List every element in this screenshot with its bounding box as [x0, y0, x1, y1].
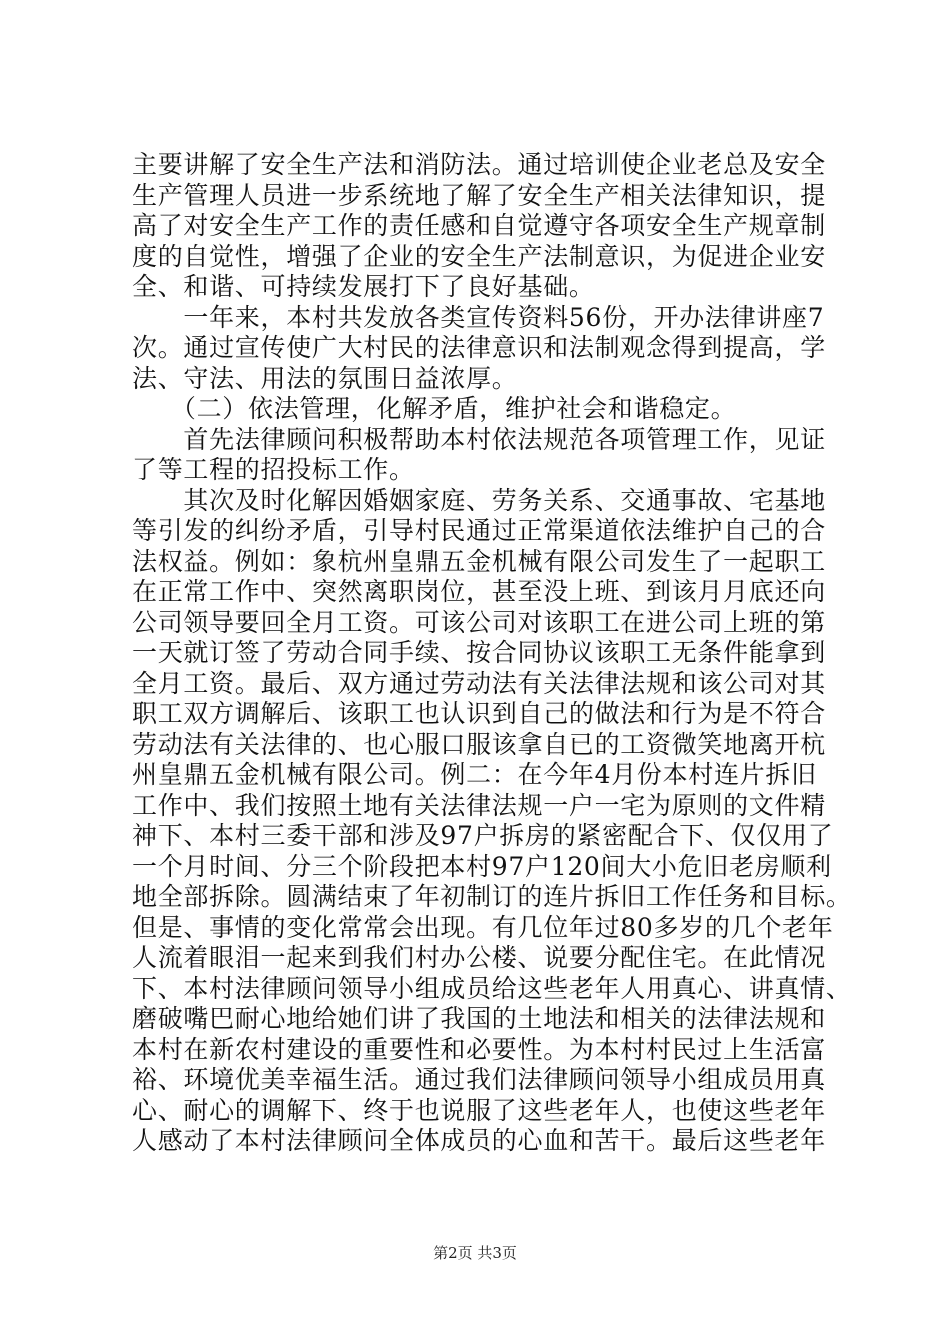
text-line: 公司领导要回全月工资。可该公司对该职工在进公司上班的第 [132, 607, 826, 637]
text-line: 法权益。例如：象杭州皇鼎五金机械有限公司发生了一起职工 [132, 546, 826, 576]
text-line: 人流着眼泪一起来到我们村办公楼、说要分配住宅。在此情况 [132, 943, 826, 972]
text-line: 神下、本村三委干部和涉及97户拆房的紧密配合下、仅仅用了 [132, 821, 834, 850]
page-footer: 第2页 共3页 [433, 1244, 517, 1262]
text-line: 一个月时间、分三个阶段把本村97户120间大小危旧老房顺利 [132, 851, 832, 881]
text-line: 工作中、我们按照土地有关法律法规一户一宅为原则的文件精 [132, 790, 826, 820]
text-line: 本村在新农村建设的重要性和必要性。为本村村民过上生活富 [132, 1034, 826, 1064]
text-line: 主要讲解了安全生产法和消防法。通过培训使企业老总及安全 [132, 150, 826, 179]
text-line: 下、本村法律顾问领导小组成员给这些老年人用真心、讲真情、 [132, 973, 852, 1003]
text-line: 全、和谐、可持续发展打下了良好基础。 [132, 272, 595, 301]
text-line: 等引发的纠纷矛盾，引导村民通过正常渠道依法维护自己的合 [132, 516, 826, 545]
text-line: 职工双方调解后、该职工也认识到自己的做法和行为是不符合 [132, 699, 826, 728]
text-line: （二）依法管理，化解矛盾，维护社会和谐稳定。 [132, 394, 737, 423]
text-line: 心、耐心的调解下、终于也说服了这些老年人，也使这些老年 [132, 1095, 826, 1125]
text-line: 磨破嘴巴耐心地给她们讲了我国的土地法和相关的法律法规和 [132, 1004, 826, 1033]
text-line: 地全部拆除。圆满结束了年初制订的连片拆旧工作任务和目标。 [132, 882, 852, 911]
text-line: 全月工资。最后、双方通过劳动法有关法律法规和该公司对其 [132, 668, 826, 698]
text-line: 但是、事情的变化常常会出现。有几位年过80多岁的几个老年 [132, 912, 834, 942]
document-body [132, 150, 852, 1157]
text-line: 州皇鼎五金机械有限公司。例二：在今年4月份本村连片拆旧 [132, 760, 817, 789]
text-line: 法、守法、用法的氛围日益浓厚。 [132, 363, 518, 393]
text-line: 其次及时化解因婚姻家庭、劳务关系、交通事故、宅基地 [132, 485, 826, 515]
text-line: 首先法律顾问积极帮助本村依法规范各项管理工作，见证 [132, 424, 826, 454]
text-line: 一年来，本村共发放各类宣传资料56份，开办法律讲座7 [132, 302, 825, 332]
text-line: 一天就订签了劳动合同手续、按合同协议该职工无条件能拿到 [132, 638, 826, 667]
text-line: 次。通过宣传使广大村民的法律意识和法制观念得到提高，学 [132, 333, 826, 362]
text-line: 了等工程的招投标工作。 [132, 455, 415, 484]
text-line: 裕、环境优美幸福生活。通过我们法律顾问领导小组成员用真 [132, 1065, 826, 1094]
text-line: 在正常工作中、突然离职岗位，甚至没上班、到该月月底还向 [132, 577, 826, 606]
text-line: 劳动法有关法律的、也心服口服该拿自已的工资微笑地离开杭 [132, 729, 826, 759]
text-line: 度的自觉性，增强了企业的安全生产法制意识，为促进企业安 [132, 241, 826, 271]
text-line: 人感动了本村法律顾问全体成员的心血和苦干。最后这些老年 [132, 1126, 826, 1155]
text-line: 高了对安全生产工作的责任感和自觉遵守各项安全生产规章制 [132, 211, 826, 240]
text-line: 生产管理人员进一步系统地了解了安全生产相关法律知识，提 [132, 180, 826, 210]
